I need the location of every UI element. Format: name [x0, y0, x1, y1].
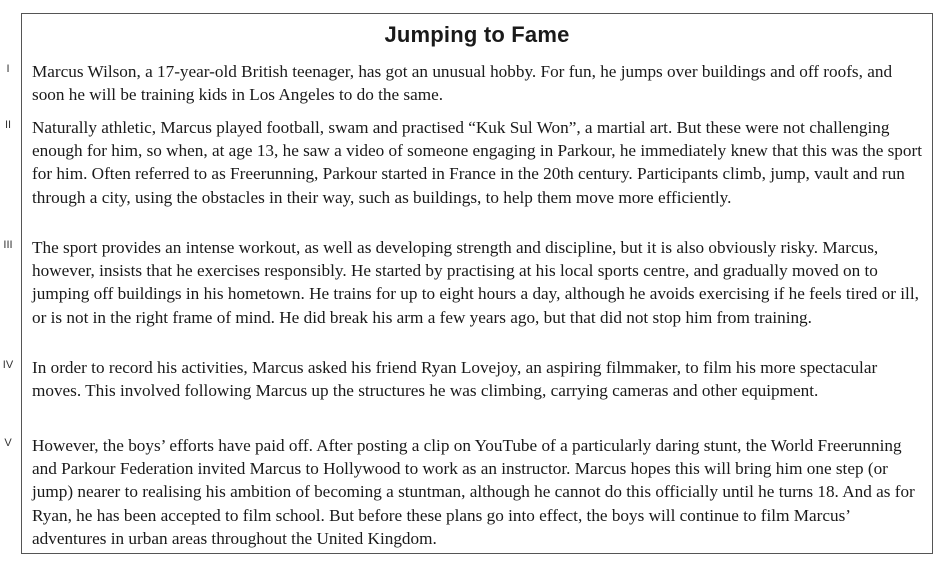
paragraph-text: Naturally athletic, Marcus played football, swam and practised “Kuk Sul Won”, a martial art. But these were not challenging enough for him, so when, at age 13, he saw a video of someone engaging in Parkour, he immediately knew that this was the sport for him. Often referred to as Freerunning, Parkour started in France in the 20th century. Participants climb, jump, vault and run through a city, using the obstacles in their way, such as buildings, to help them move more efficiently. — [32, 118, 922, 207]
paragraph-number: I — [6, 63, 10, 75]
paragraph-text: In order to record his activities, Marcus asked his friend Ryan Lovejoy, an aspiring filmmaker, to film his more spectacular moves. This involved following Marcus up the structures he was climbing, carrying cameras and other equipment. — [32, 358, 878, 401]
article-title: Jumping to Fame — [384, 22, 570, 47]
paragraph-number: V — [4, 437, 12, 449]
paragraph-text: Marcus Wilson, a 17-year-old British teenager, has got an unusual hobby. For fun, he jumps over buildings and off roofs, and soon he will be training kids in Los Angeles to do the same. — [32, 62, 893, 105]
paragraph-text: However, the boys’ efforts have paid off. After posting a clip on YouTube of a particularly daring stunt, the World Freerunning and Parkour Federation invited Marcus to Hollywood to work as an instructor. Marcus hopes this will bring him one step (or jump) nearer to realising his ambition of becoming a stuntman, although he cannot do this officially until he turns 18. And as for Ryan, he has been accepted to film school. But before these plans go into effect, the boys will continue to film Marcus’ adventures in urban areas throughout the United Kingdom. — [32, 436, 915, 548]
paragraph-text: The sport provides an intense workout, as well as developing strength and discipline, but it is also obviously risky. Marcus, however, insists that he exercises responsibly. He started by practising at his local sports centre, and gradually moved on to jumping off buildings in his hometown. He trains for up to eight hours a day, although he avoids exercising if he feels tired or ill, or is not in the right frame of mind. He did break his arm a few years ago, but that did not stop him from training. — [32, 238, 919, 327]
paragraph-number: III — [3, 239, 13, 251]
paragraph-number: IV — [2, 359, 14, 371]
paragraph-number: II — [4, 119, 12, 131]
